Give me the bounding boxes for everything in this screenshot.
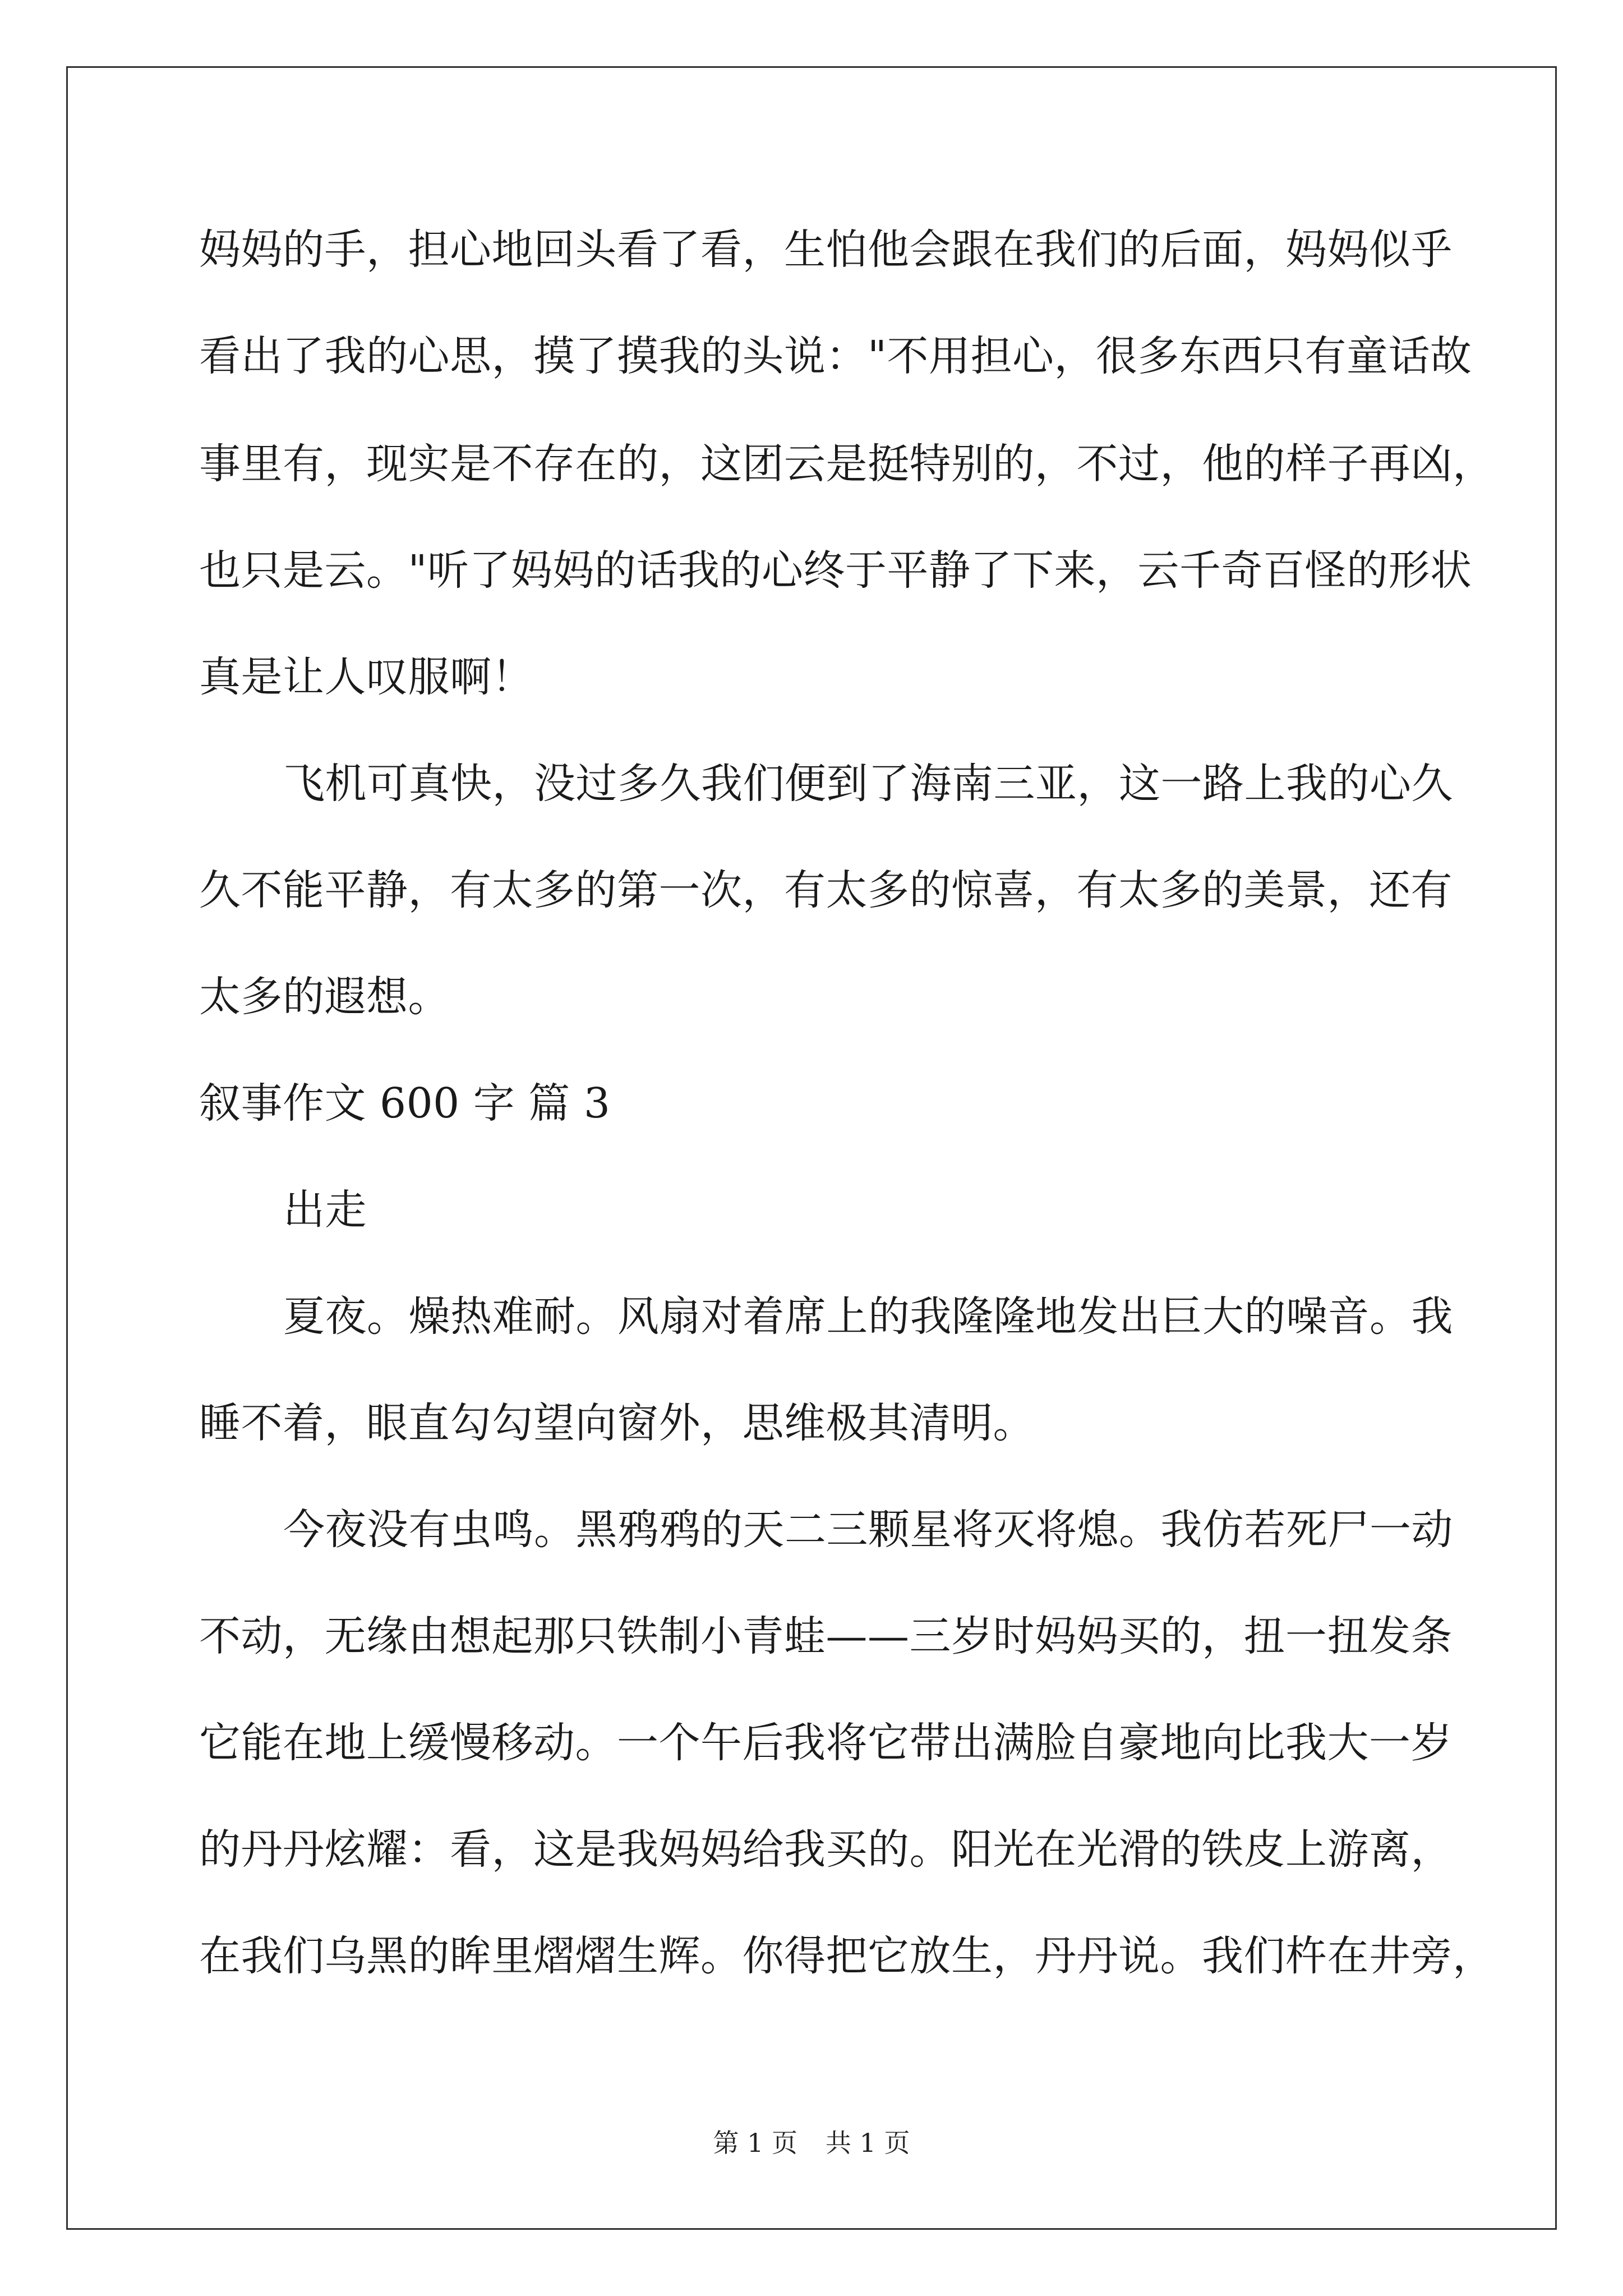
section-heading: 叙事作文 600 字 篇 3: [199, 1079, 611, 1128]
text-line: 今夜没有虫鸣。黑鸦鸦的天二三颗星将灭将熄。我仿若死尸一动: [283, 1506, 1453, 1554]
text-line: 睡不着，眼直勾勾望向窗外，思维极其清明。: [199, 1399, 1035, 1447]
page-footer: [0, 2126, 1623, 2160]
text-line: 久不能平静，有太多的第一次，有太多的惊喜，有太多的美景，还有: [199, 866, 1453, 914]
text-line: 的丹丹炫耀：看，这是我妈妈给我买的。阳光在光滑的铁皮上游离，: [199, 1825, 1453, 1874]
text-line: 夏夜。燥热难耐。风扇对着席上的我隆隆地发出巨大的噪音。我: [283, 1292, 1453, 1341]
text-line: 事里有，现实是不存在的，这团云是挺特别的，不过，他的样子再凶，: [199, 440, 1495, 488]
text-line: 看出了我的心思，摸了摸我的头说："不用担心，很多东西只有童话故: [199, 332, 1472, 380]
text-line: 妈妈的手，担心地回头看了看，生怕他会跟在我们的后面，妈妈似乎: [199, 226, 1453, 274]
text-line: 在我们乌黑的眸里熠熠生辉。你得把它放生，丹丹说。我们杵在井旁，: [199, 1932, 1495, 1980]
text-line: 不动，无缘由想起那只铁制小青蛙——三岁时妈妈买的，扭一扭发条: [199, 1612, 1453, 1660]
text-line: 也只是云。"听了妈妈的话我的心终于平静了下来，云千奇百怪的形状: [199, 546, 1472, 595]
page-total: 共 1 页: [826, 2128, 910, 2158]
text-line: 它能在地上缓慢移动。一个午后我将它带出满脸自豪地向比我大一岁: [199, 1719, 1453, 1767]
text-line: 太多的遐想。: [199, 973, 450, 1021]
page-border: [66, 66, 1557, 2230]
text-line: 真是让人叹服啊！: [199, 653, 533, 701]
text-line: 飞机可真快，没过多久我们便到了海南三亚，这一路上我的心久: [283, 760, 1453, 808]
page-number: 第 1 页: [713, 2128, 797, 2158]
essay-title: 出走: [283, 1186, 367, 1234]
